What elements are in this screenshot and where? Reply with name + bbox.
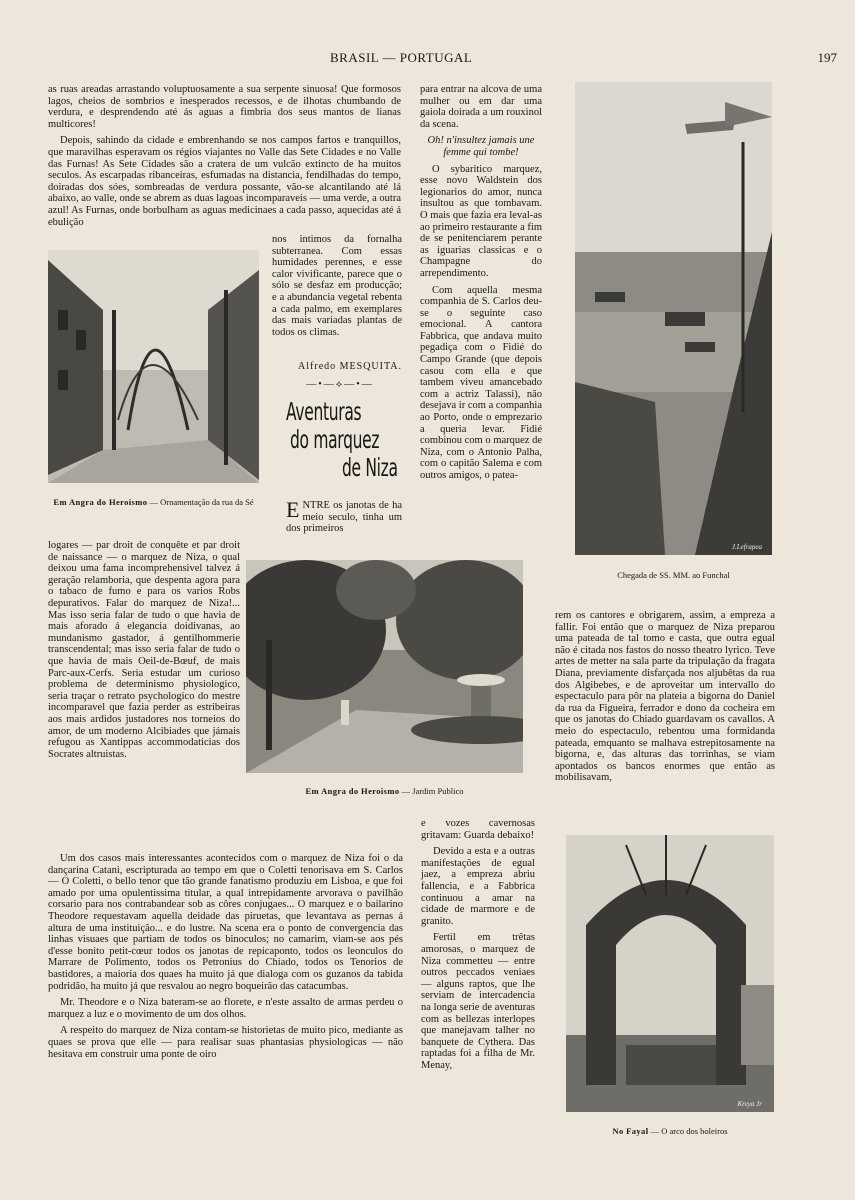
caption-place: Em Angra do Heroismo: [53, 497, 148, 507]
paragraph: Depois, sahindo da cidade e embrenhando se nos campos fartos e tranquillos, que maravilhas esperavam os régios viajantes no Valle das Sete Cidades e no Valle das Furnas! As Sete Cidades são a cratera de um vulcão extincto de ha muitos seculos. As escarpadas ribanceiras, esfumadas na distancia, fendilhadas do tempo, doiradas dos sóes, sombreadas de verdura possante, vão-se alcantilando até lá abaixo, ao valle, onde se abrem as duas lagoas incomparaveis — uma verde, a outra azul! As Furnas, onde borbulham as aguas medicinaes a cada passo, aquecidas até á ebulição: [48, 135, 401, 228]
left-middle-column: [48, 540, 240, 765]
paragraph: Devido a esta e a outras manifestações de egual jaez, a empreza abriu fallencia, e a Fabbrica continuou a amar na cidade de marmore e de granito.: [421, 846, 535, 927]
paragraph: O sybaritico marquez, esse novo Waldstein dos legionarios do amor, nunca insultou as que tombavam. O mais que fazia era leval-as ao primeiro restaurante a fim de se penitenciarem perante as iguarias classicas e o Champagne do arrependimento.: [420, 163, 542, 279]
title-line-3: de Niza: [342, 453, 398, 482]
page-header: [0, 50, 855, 70]
caption-jardim: [246, 786, 523, 796]
caption-place: Em Angra do Heroismo: [305, 786, 400, 796]
paragraph: Mr. Theodore e o Niza bateram-se ao florete, e n'este assalto de armas perdeu o marquez a luz e o movimento de um dos olhos.: [48, 997, 403, 1020]
garden-illustration: [246, 560, 523, 773]
author-signature: Alfredo MESQUITA.: [298, 361, 402, 372]
paragraph: as ruas areadas arrastando voluptuosamente a sua serpente sinuosa! Que formosos lagos, cheios de sombrios e inesperados recessos, e de ilhotas chumbando de verdura, e desprendendo até ás aguas a fimbria dos seus mantos de lianas multicores!: [48, 84, 401, 130]
paragraph: A respeito do marquez de Niza contam-se historietas de muito pico, mediante as quaes se prova que elle — para realisar suas phantasias physiologicas — não hesitava em construir uma ponte de oiro: [48, 1025, 403, 1060]
bottom-left-column: [48, 853, 403, 1065]
caption-funchal: Chegada de SS. MM. ao Funchal: [617, 570, 730, 580]
bottom-middle-column: [421, 818, 535, 1076]
article-title: [286, 398, 406, 498]
section-ornament: —•—⟡—•—: [306, 379, 374, 390]
photo-jardim-publico: [246, 560, 523, 773]
caption-fayal: [566, 1126, 774, 1136]
arch-illustration: [566, 835, 774, 1112]
running-title: BRASIL — PORTUGAL: [330, 50, 473, 65]
quote: Oh! n'insultez jamais une femme qui tombe!: [427, 135, 535, 158]
paragraph: para entrar na alcova de uma mulher ou em dar uma gaiola doirada a um rouxinol da scena.: [420, 84, 542, 130]
middle-right-column: [420, 84, 542, 487]
photographer-signature: Kreya Jr: [737, 1100, 762, 1108]
paragraph: e vozes cavernosas gritavam: Guarda debaixo!: [421, 818, 535, 841]
intro-text: NTRE os janotas de ha meio seculo, tinha um dos primeiros: [286, 500, 402, 535]
caption-place: No Fayal: [612, 1126, 649, 1136]
paragraph: Fertil em trêtas amorosas, o marquez de Niza commetteu — entre outros peccados veniaes — alguns raptos, que lhe serviam de intercadencia na longa serie de aventuras com as bellezas interlopes que manejavam talher no banquete de Cythera. Das raptadas foi a filha de Mr. Menay,: [421, 932, 535, 1071]
drop-cap: E: [286, 497, 300, 522]
title-line-2: do marquez: [290, 425, 380, 454]
page-number: 197: [817, 50, 837, 65]
top-text-continuation: [272, 234, 402, 343]
paragraph: rem os cantores e obrigarem, assim, a empreza a fallir. Foi então que o marquez de Niza preparou uma pateada de tal tomo e casta, que outra egual não é citada nos fastos do nosso theatro lyrico. Teve artes de metter na sala parte da tripulação da fragata Diana, previamente disfarçada nos aljubêtas da rua dos Algibebes, e de aproveitar um intervallo do espectaculo para pôr na plateia a bigorna do Daniel da rua da Figueira, ferrador e dono da cocheira em que os janotas do Chiado guardavam os cavallos. A meio do espectaculo, rebentou uma formidanda pateada, emquanto se malhava estrepitosamente na bigorna, e, das alturas das torrinhas, se viam apontados os bancos enormes que então as mobilisavam,: [555, 610, 775, 784]
caption-angra-street: [48, 497, 259, 507]
photo-fayal: [566, 835, 774, 1112]
photo-angra-street: [48, 250, 259, 483]
title-line-1: Aventuras: [286, 397, 362, 426]
photographer-signature: J.Lefrapea: [731, 543, 762, 551]
caption-desc: — Jardim Publico: [399, 786, 464, 796]
paragraph: Um dos casos mais interessantes acontecidos com o marquez de Niza foi o da dançarina Catani, escripturada ao tempo em que o Coletti tenorisava em S. Carlos — O Coletti, o bello tenor que tão grande fanatismo produziu em Lisboa, e que foi amado por uma opulentissima titular, a qual intrepidamente arvorava o pavilhão corsario para nos contrabandear sob as côres conjugaes... O marquez e o bailarino Theodore requestavam aquella deidade das piruetas, que levantava as pernas á altura de uma instituição... e do lustre. Na scena era o ponto de convergencia das linhas visuaes que partiam de todos os binoculos; no camarim, viam-se aos pés d'esse bonito petit-cœur todos os janotas de repicaponto, todos os leonculos do Marrare de Polimento, todos os Petronius do Chiado, todos os Tenorios de bastidores, a maioria dos quaes ha muito já que dialoga com os guzanos da tabida podridão, ha muito já que resvalou ao negro boqueirão das catacumbas.: [48, 853, 403, 992]
right-lower-column: [555, 610, 775, 789]
photo-funchal: [575, 82, 772, 555]
street-illustration: [48, 250, 259, 483]
paragraph: logares — par droit de conquête et par droit de naissance — o marquez de Niza, o qual deixou uma fama incomprehensivel talvez á geração relamboria, que despenta agora para o tabaco de fumo e para os varios Robs depurativos. Falar do marquez de Niza!... Mas isso seria falar de tudo o que havia de mais aforado á elegancia doidivanas, ao mundanismo gastador, á gentilhommerie transcendental; mas isso seria falar de tudo o que havia de mais Oeil-de-Bœuf, de mais Parc-aux-Cerfs. Seria estudar um curioso problema de determinismo physiologico, seria traçar o retrato psychologico do mestre incomparavel que fazia perder as estribeiras aos mais ardidos justadores nos torneios do amor, de um moderno Alcibiades que jámais refugou as Xantippas accommodaticias dos Socrates altruistas.: [48, 540, 240, 760]
harbour-illustration: [575, 82, 772, 555]
article-intro: [286, 497, 402, 535]
caption-desc: — O arco dos boleiros: [648, 1126, 728, 1136]
caption-desc: — Ornamentação da rua da Sé: [147, 497, 254, 507]
paragraph: nos intimos da fornalha subterranea. Com essas humidades perennes, e esse calor vivificante, parece que o sólo se desfaz em producção; e a abundancia vegetal rebenta a cada palmo, em exemplares das mais variadas plantas de todos os climas.: [272, 234, 402, 338]
top-text-block: [48, 84, 401, 233]
paragraph: Com aquella mesma companhia de S. Carlos deu-se o seguinte caso emocional. A cantora Fabbrica, que andava muito pegadiça com o Fidié do Campo Grande (que depois casou com ella e que tambem viveu amancebado com a actriz Talassi), não desejava ir com a companhia ao Porto, onde o emprezario a queria levar. Fidié combinou com o marquez de Niza, com o Antonio Palha, com o capitão Salema e com outros amigos, o patea-: [420, 284, 542, 481]
